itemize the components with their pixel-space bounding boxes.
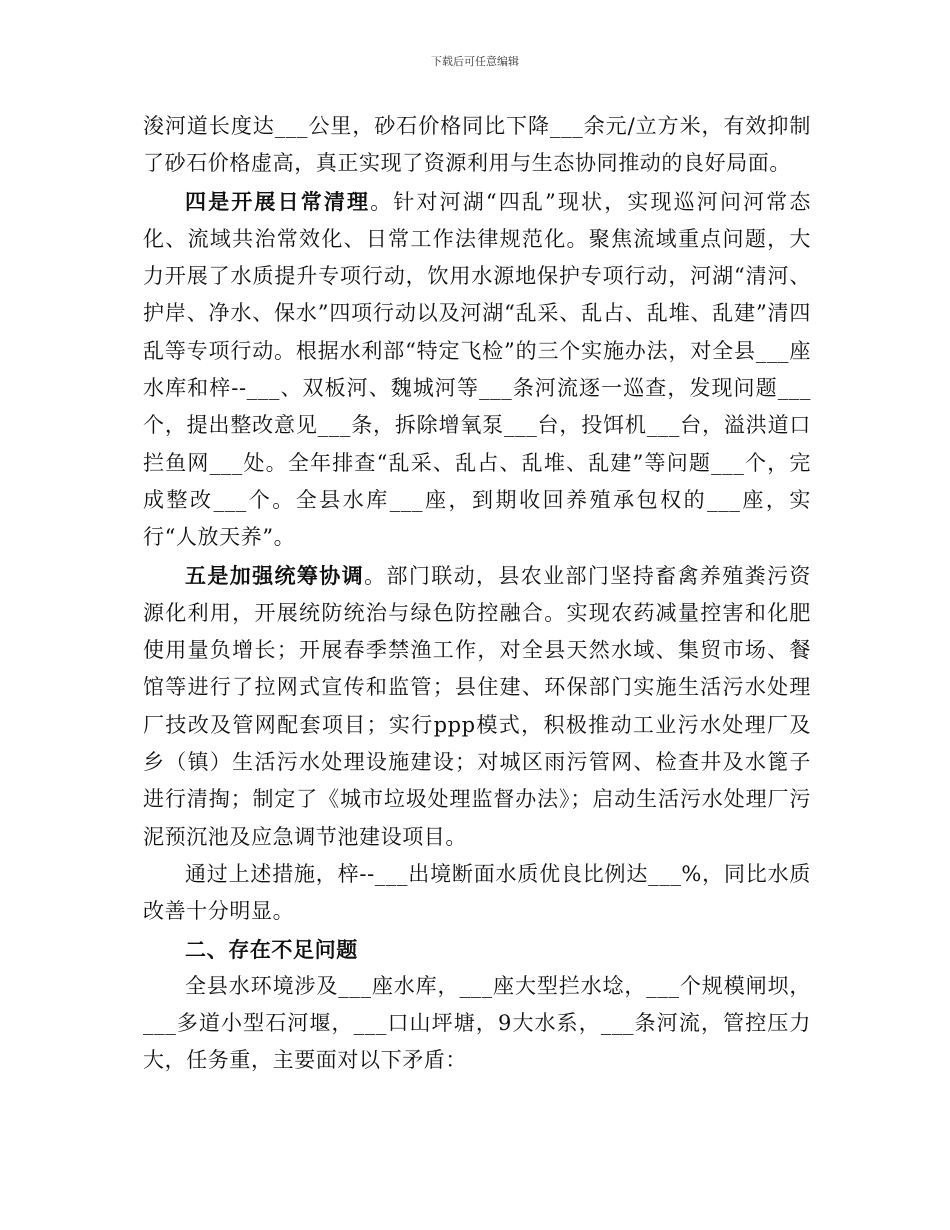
paragraph-problems: 全县水环境涉及___座水库，___座大型拦水埝，___个规模闸坝，___多道小型石河堰，___口山坪塘，9大水系，___条河流，管控压力大，任务重，主要面对以下矛盾： [143,973,811,1073]
paragraph-text: 。针对河湖“四乱”现状，实现巡河问河常态化、流域共治常效化、日常工作法律规范化。聚焦流域重点问题，大力开展了水质提升专项行动，饮用水源地保护专项行动，河湖“清河、护岸、净水、保水”四项行动以及河湖“乱采、乱占、乱堆、乱建”清四乱等专项行动。根据水利部“特定飞检”的三个实施办法，对全县___座水库和梓--___、双板河、魏城河等___条河流逐一巡查，发现问题___个，提出整改意见___条，拆除增氧泵___台，投饵机___台，溢洪道口拦鱼网___处。全年排查“乱采、乱占、乱堆、乱建”等问题___个，完成整改___个。全县水库___座，到期收回养殖承包权的___座，实行“人放天养”。 [143,189,811,550]
document-body [143,108,811,1080]
paragraph-text: 。部门联动，县农业部门坚持畜禽养殖粪污资源化利用，开展统防统治与绿色防控融合。实现农药减量控害和化肥使用量负增长；开展春季禁渔工作，对全县天然水域、集贸市场、餐馆等进行了拉网式宣传和监管；县住建、环保部门实施生活污水处理厂技改及管网配套项目；实行ppp模式，积极推动工业污水处理厂及乡（镇）生活污水处理设施建设；对城区雨污管网、检查井及水篦子进行清掏；制定了《城市垃圾处理监督办法》；启动生活污水处理厂污泥预沉池及应急调节池建设项目。 [143,563,811,849]
paragraph-lead: 四是开展日常清理 [185,188,371,214]
paragraph-results: 通过上述措施，梓--___出境断面水质优良比例达___%，同比水质改善十分明显。 [143,861,811,924]
paragraph-coordination [143,557,811,856]
paragraph-continuation: 浚河道长度达___公里，砂石价格同比下降___余元/立方米，有效抑制了砂石价格虚高，真正实现了资源利用与生态协同推动的良好局面。 [143,114,811,176]
section-heading: 二、存在不足问题 [185,936,358,962]
page-header: 下载后可任意编辑 [431,55,519,68]
paragraph-daily-cleanup [143,183,811,557]
paragraph-lead: 五是加强统筹协调 [185,562,365,588]
